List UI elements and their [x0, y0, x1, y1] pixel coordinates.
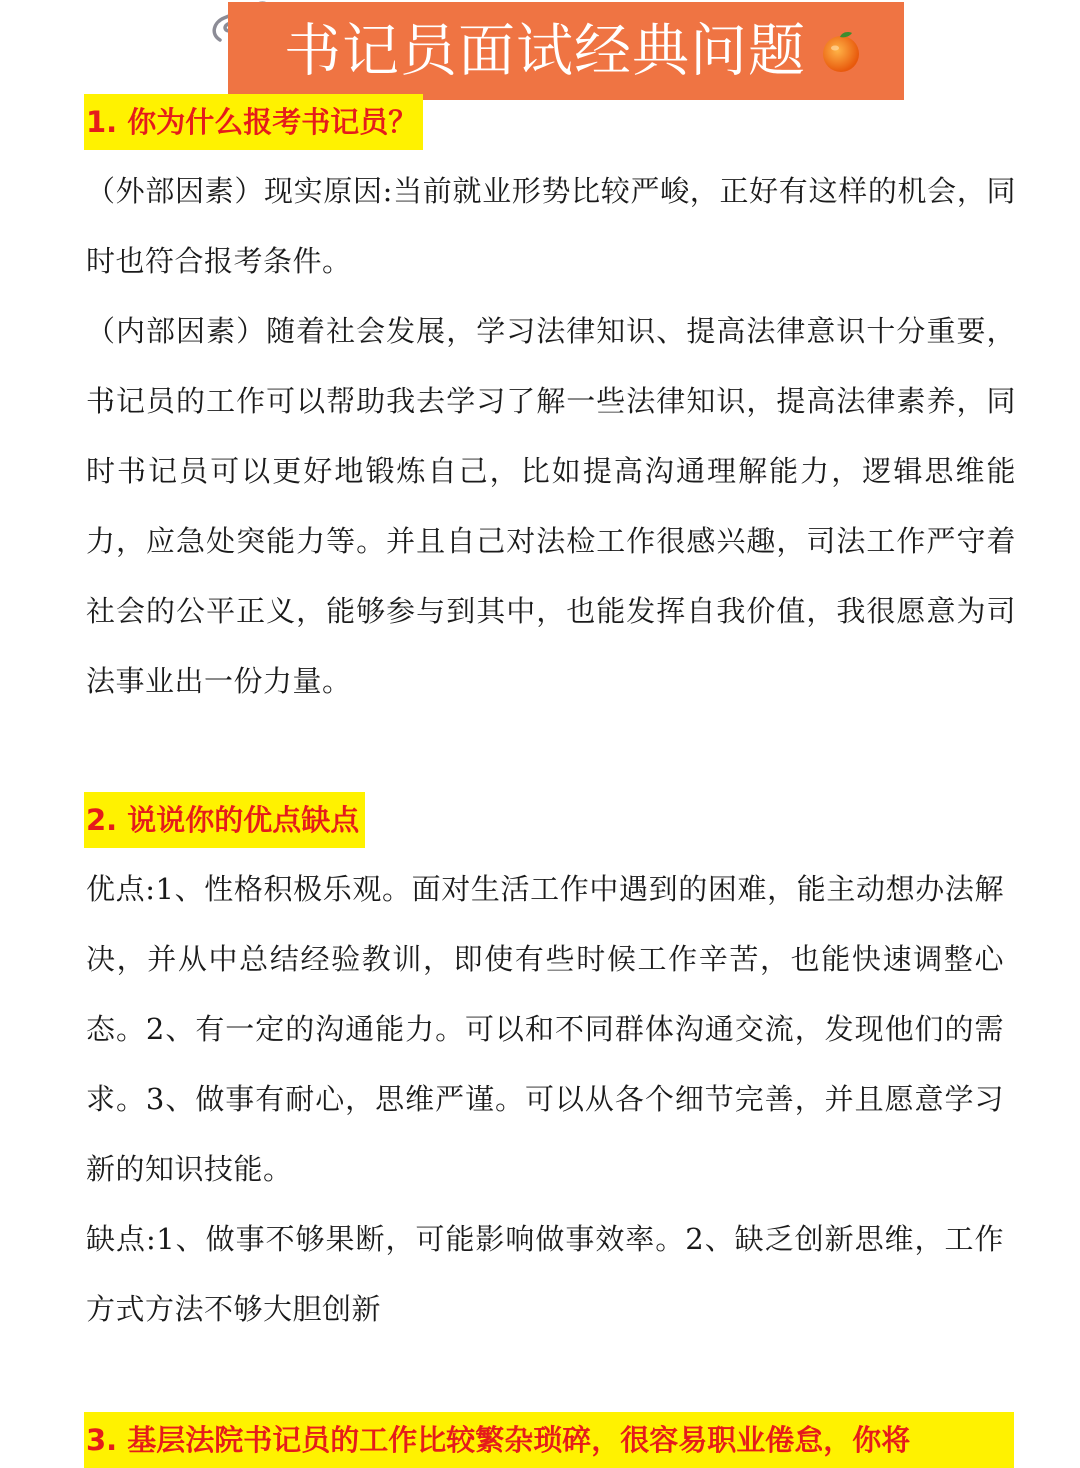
section-1-paragraph-1: （外部因素）现实原因:当前就业形势比较严峻，正好有这样的机会，同时也符合报考条件。	[86, 174, 1016, 278]
orange-icon	[818, 28, 864, 74]
title-banner	[228, 2, 904, 100]
section-1-paragraph-2: （内部因素）随着社会发展，学习法律知识、提高法律意识十分重要，书记员的工作可以帮助我去学习了解一些法律知识，提高法律素养，同时书记员可以更好地锻炼自己，比如提高沟通理解能力，逻辑思维能力，应急处突能力等。并且自己对法检工作很感兴趣，司法工作严守着社会的公平正义，能够参与到其中，也能发挥自我价值，我很愿意为司法事业出一份力量。	[86, 314, 1016, 698]
section-1-heading: 1. 你为什么报考书记员？	[84, 94, 423, 150]
section-2-heading: 2. 说说你的优点缺点	[84, 792, 365, 848]
section-2-paragraph-1: 优点:1、性格积极乐观。面对生活工作中遇到的困难，能主动想办法解决，并从中总结经验教训，即使有些时候工作辛苦，也能快速调整心态。2、有一定的沟通能力。可以和不同群体沟通交流，发现他们的需求。3、做事有耐心，思维严谨。可以从各个细节完善，并且愿意学习新的知识技能。	[86, 872, 1004, 1186]
section-3-heading: 3. 基层法院书记员的工作比较繁杂琐碎，很容易职业倦怠，你将	[84, 1412, 1014, 1468]
page-title: 书记员面试经典问题	[284, 17, 806, 84]
section-2-paragraph-2: 缺点:1、做事不够果断，可能影响做事效率。2、缺乏创新思维，工作方式方法不够大胆创新	[86, 1222, 1004, 1326]
